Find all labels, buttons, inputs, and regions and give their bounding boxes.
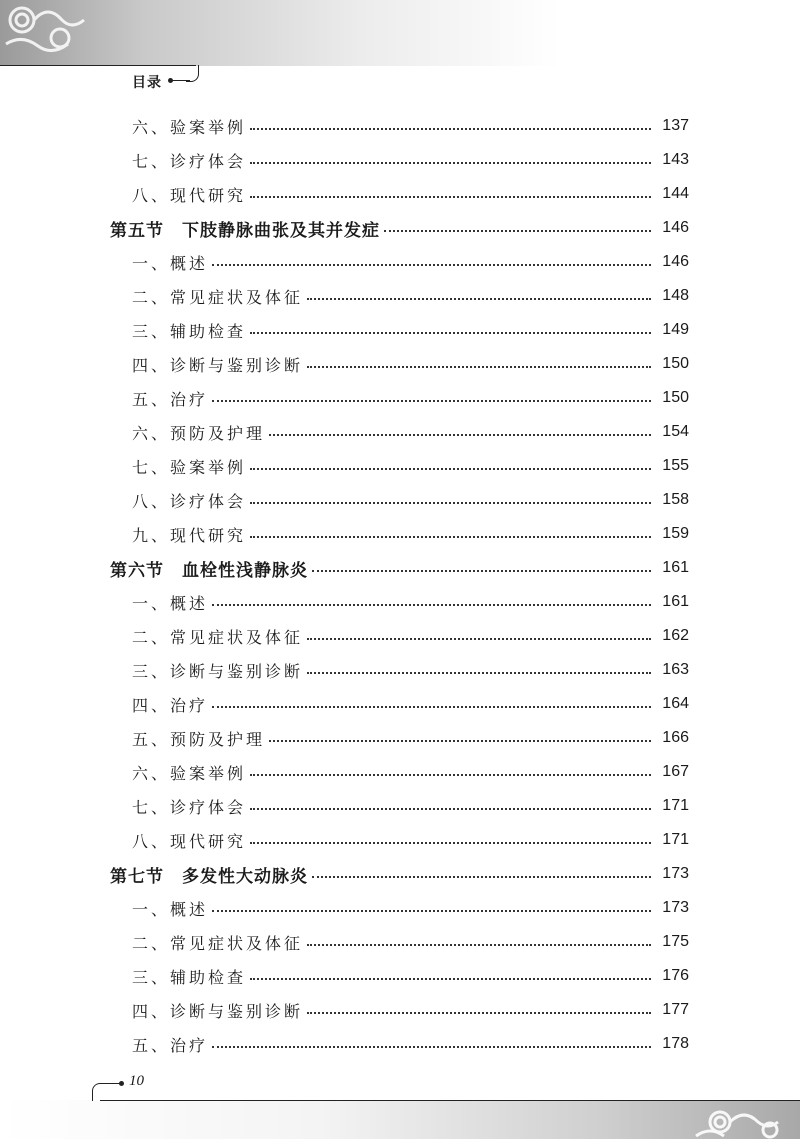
toc-page-number: 171 [662, 831, 689, 848]
toc-dot-leader [250, 808, 651, 810]
toc-row[interactable] [0, 925, 800, 959]
toc-item-title: 五、治疗 [132, 1035, 209, 1055]
toc-dot-leader [307, 366, 651, 368]
toc-page-number: 162 [662, 627, 689, 644]
toc-item-title: 四、诊断与鉴别诊断 [132, 1001, 304, 1021]
toc-item-title: 七、诊疗体会 [132, 151, 247, 171]
toc-row[interactable] [0, 381, 800, 415]
header-band [0, 0, 800, 66]
toc-row[interactable] [0, 313, 800, 347]
toc-dot-leader [269, 740, 651, 742]
page-number: 10 [129, 1073, 144, 1089]
toc-row[interactable] [0, 721, 800, 755]
toc-item-title: 一、概述 [132, 593, 209, 613]
toc-row[interactable] [0, 959, 800, 993]
toc-row[interactable] [0, 653, 800, 687]
toc-section-name: 多发性大动脉炎 [182, 866, 308, 887]
toc-item-title: 八、诊疗体会 [132, 491, 247, 511]
toc-dot-leader [269, 434, 651, 436]
toc-page-number: 146 [662, 219, 689, 236]
toc-dot-leader [307, 298, 651, 300]
toc-row[interactable] [0, 109, 800, 143]
toc-dot-leader [250, 774, 651, 776]
header-rule [0, 65, 196, 66]
toc-row[interactable] [0, 823, 800, 857]
toc-row[interactable] [0, 517, 800, 551]
toc-dot-leader [250, 536, 651, 538]
toc-dot-leader [250, 978, 651, 980]
toc-row[interactable] [0, 245, 800, 279]
toc-page-number: 144 [662, 185, 689, 202]
toc-item-title: 三、辅助检查 [132, 967, 247, 987]
toc-row[interactable] [0, 347, 800, 381]
toc-item-title: 八、现代研究 [132, 185, 247, 205]
toc-item-title: 四、治疗 [132, 695, 209, 715]
footer-rule [100, 1100, 800, 1101]
toc-page-number: 148 [662, 287, 689, 304]
toc-dot-leader [212, 604, 651, 606]
toc-item-title: 三、辅助检查 [132, 321, 247, 341]
toc-page-number: 178 [662, 1035, 689, 1052]
toc-dot-leader [307, 672, 651, 674]
toc-dot-leader [212, 400, 651, 402]
toc-item-title: 二、常见症状及体征 [132, 627, 304, 647]
toc-page-number: 167 [662, 763, 689, 780]
toc-dot-leader [212, 1046, 651, 1048]
header-dot [168, 78, 173, 83]
toc-dot-leader [307, 1012, 651, 1014]
toc-page-number: 158 [662, 491, 689, 508]
toc-item-title: 四、诊断与鉴别诊断 [132, 355, 304, 375]
toc-row[interactable] [0, 279, 800, 313]
toc-row[interactable] [0, 585, 800, 619]
toc-dot-leader [250, 502, 651, 504]
cloud-ornament-icon [0, 0, 120, 66]
cloud-ornament-icon [600, 1100, 800, 1139]
toc-page-number: 137 [662, 117, 689, 134]
toc-dot-leader [212, 706, 651, 708]
toc-dot-leader [250, 842, 651, 844]
toc-page-number: 166 [662, 729, 689, 746]
toc-page-number: 149 [662, 321, 689, 338]
toc-page-number: 176 [662, 967, 689, 984]
toc-item-title: 五、预防及护理 [132, 729, 266, 749]
footer-tab [92, 1083, 103, 1101]
toc-dot-leader [212, 264, 651, 266]
toc-section-row[interactable] [0, 551, 800, 585]
toc-row[interactable] [0, 483, 800, 517]
header-label: 目录 [132, 75, 162, 91]
toc-section-name: 下肢静脉曲张及其并发症 [182, 220, 380, 241]
toc-item-title: 一、概述 [132, 253, 209, 273]
toc-row[interactable] [0, 789, 800, 823]
toc-page-number: 150 [662, 355, 689, 372]
toc-item-title: 七、诊疗体会 [132, 797, 247, 817]
toc-section-row[interactable] [0, 857, 800, 891]
toc-section-title [0, 862, 308, 887]
toc-section-number: 第七节 [110, 866, 164, 887]
toc-dot-leader [250, 468, 651, 470]
toc-row[interactable] [0, 1027, 800, 1061]
toc-page-number: 154 [662, 423, 689, 440]
toc-page-number: 143 [662, 151, 689, 168]
toc-dot-leader [312, 876, 651, 878]
toc-section-row[interactable] [0, 211, 800, 245]
toc-item-title: 二、常见症状及体征 [132, 933, 304, 953]
toc-page-number: 173 [662, 899, 689, 916]
toc-page-number: 171 [662, 797, 689, 814]
toc-page-number: 146 [662, 253, 689, 270]
toc-dot-leader [384, 230, 651, 232]
toc-dot-leader [250, 128, 651, 130]
toc-item-title: 三、诊断与鉴别诊断 [132, 661, 304, 681]
toc-row[interactable] [0, 687, 800, 721]
toc-page-number: 175 [662, 933, 689, 950]
toc-page-number: 161 [662, 593, 689, 610]
toc-page-number: 155 [662, 457, 689, 474]
toc-item-title: 九、现代研究 [132, 525, 247, 545]
toc-dot-leader [250, 162, 651, 164]
toc-page-number: 177 [662, 1001, 689, 1018]
toc-page-number: 164 [662, 695, 689, 712]
toc-row[interactable] [0, 177, 800, 211]
toc-page-number: 159 [662, 525, 689, 542]
toc-row[interactable] [0, 993, 800, 1027]
toc-row[interactable] [0, 415, 800, 449]
toc-page-number: 161 [662, 559, 689, 576]
toc-section-title [0, 556, 308, 581]
toc-dot-leader [307, 944, 651, 946]
toc-item-title: 八、现代研究 [132, 831, 247, 851]
footer-dot [119, 1081, 124, 1086]
toc-item-title: 六、验案举例 [132, 117, 247, 137]
toc-dot-leader [212, 910, 651, 912]
toc-item-title: 六、验案举例 [132, 763, 247, 783]
header-dot-line [170, 80, 190, 81]
toc-dot-leader [250, 332, 651, 334]
toc-item-title: 五、治疗 [132, 389, 209, 409]
toc-page-number: 163 [662, 661, 689, 678]
toc-dot-leader [307, 638, 651, 640]
toc-row[interactable] [0, 143, 800, 177]
toc-row[interactable] [0, 449, 800, 483]
toc-item-title: 二、常见症状及体征 [132, 287, 304, 307]
toc-item-title: 六、预防及护理 [132, 423, 266, 443]
toc-dot-leader [250, 196, 651, 198]
toc-page-number: 173 [662, 865, 689, 882]
toc-page-number: 150 [662, 389, 689, 406]
toc-item-title: 一、概述 [132, 899, 209, 919]
toc-row[interactable] [0, 755, 800, 789]
toc-section-title [0, 216, 380, 241]
toc-section-name: 血栓性浅静脉炎 [182, 560, 308, 581]
toc-section-number: 第五节 [110, 220, 164, 241]
toc-row[interactable] [0, 619, 800, 653]
toc-item-title: 七、验案举例 [132, 457, 247, 477]
toc-row[interactable] [0, 891, 800, 925]
toc-section-number: 第六节 [110, 560, 164, 581]
toc-dot-leader [312, 570, 651, 572]
